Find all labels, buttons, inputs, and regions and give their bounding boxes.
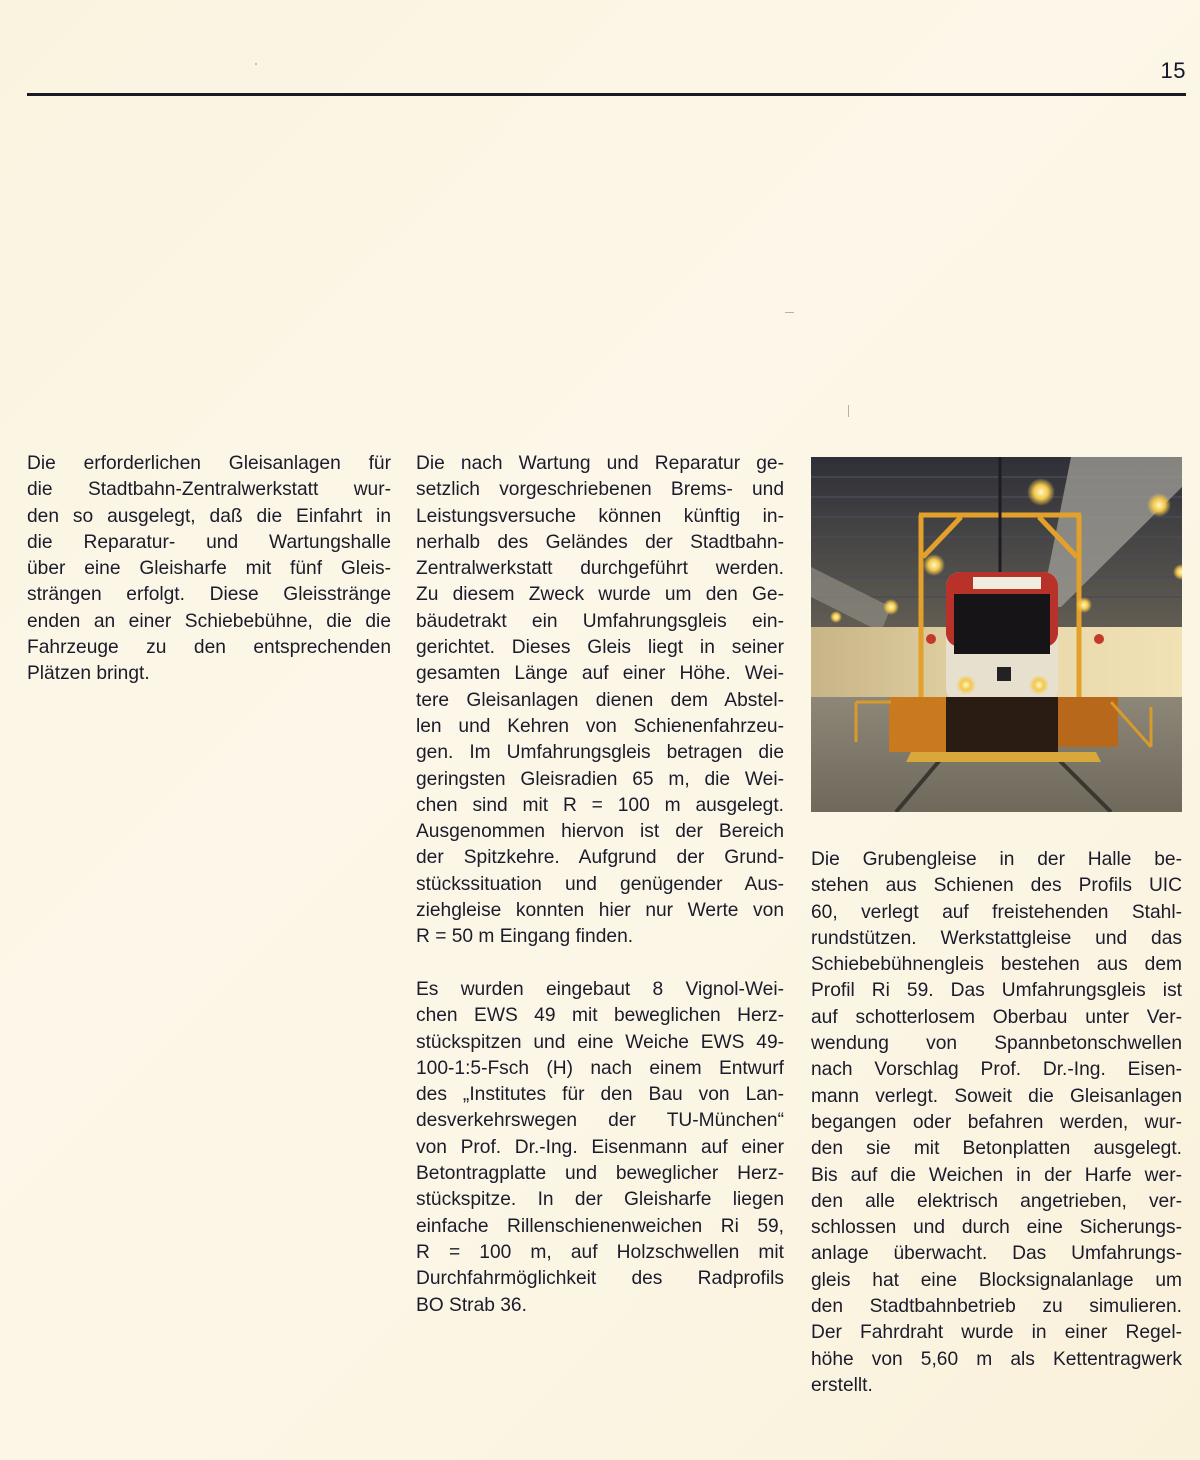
text-line: gen. Im Umfahrungsgleis betragen die <box>416 742 784 764</box>
text-line: tere Gleisanlagen dienen dem Abstel- <box>416 689 784 711</box>
text-line: len und Kehren von Schienenfahrzeu- <box>416 715 784 737</box>
paragraph <box>416 977 784 1319</box>
paragraph <box>27 451 391 688</box>
text-line: einfache Rillenschienenweichen Ri 59, <box>416 1215 784 1237</box>
text-line: nerhalb des Geländes der Stadtbahn- <box>416 531 784 553</box>
text-line: R = 50 m Eingang finden. <box>416 926 634 948</box>
text-line: Es wurden eingebaut 8 Vignol-Wei- <box>416 978 784 1000</box>
text-line: des „Institutes für den Bau von Lan- <box>416 1084 784 1106</box>
text-line: mann verlegt. Soweit die Gleisanlagen <box>811 1085 1182 1107</box>
ceiling-lamp <box>883 599 899 615</box>
text-line: gerichtet. Dieses Gleis liegt in seiner <box>416 637 784 659</box>
text-line: die Reparatur- und Wartungshalle <box>27 531 391 553</box>
text-line: Der Fahrdraht wurde in einer Regel- <box>811 1322 1182 1344</box>
paragraph <box>416 451 784 951</box>
text-line: Ausgenommen hiervon ist der Bereich <box>416 821 784 843</box>
text-line: Leistungsversuche können künftig in- <box>416 505 784 527</box>
signal-light-right <box>1094 634 1104 644</box>
photo-tram-workshop <box>811 457 1182 812</box>
destination-sign <box>973 577 1041 589</box>
text-line: 60, verlegt auf freistehenden Stahl- <box>811 901 1182 923</box>
text-line: Betontragplatte und beweglicher Herz- <box>416 1163 784 1185</box>
text-line: enden an einer Schiebebühne, die die <box>27 610 391 632</box>
text-line: den so ausgelegt, daß die Einfahrt in <box>27 505 391 527</box>
text-line: R = 100 m, auf Holzschwellen mit <box>416 1241 784 1263</box>
text-line: der Spitzkehre. Aufgrund der Grund- <box>416 847 784 869</box>
ceiling-lamp <box>830 611 842 623</box>
text-line: Zentralwerkstatt durchgeführt werden. <box>416 558 784 580</box>
text-line: anlage überwacht. Das Umfahrungs- <box>811 1243 1182 1265</box>
text-line: Bis auf die Weichen in der Harfe wer- <box>811 1164 1182 1186</box>
text-line: chen EWS 49 mit beweglichen Herz- <box>416 1005 784 1027</box>
page-number: 15 <box>1160 58 1186 83</box>
text-line: stückssituation und genügender Aus- <box>416 873 784 895</box>
text-line: bäudetrakt ein Umfahrungsgleis ein- <box>416 610 784 632</box>
platform-right <box>1056 697 1118 747</box>
text-line: von Prof. Dr.-Ing. Eisenmann auf einer <box>416 1136 784 1158</box>
headlight-left <box>956 675 976 695</box>
text-line: gesamten Länge auf einer Höhe. Wei- <box>416 663 784 685</box>
text-line: höhe von 5,60 m als Kettentragwerk <box>811 1348 1182 1370</box>
text-line: Fahrzeuge zu den entsprechenden <box>27 637 391 659</box>
text-line: den sie mit Betonplatten ausgelegt. <box>811 1138 1182 1160</box>
text-line: ziehgleise konnten hier nur Werte von <box>416 900 784 922</box>
text-line: erstellt. <box>811 1374 873 1396</box>
text-line: Die nach Wartung und Reparatur ge- <box>416 453 784 474</box>
text-line: strängen erfolgt. Diese Gleisstränge <box>27 584 391 606</box>
text-column-1 <box>27 451 391 688</box>
tram-emblem <box>997 667 1011 681</box>
header-rule <box>27 93 1186 96</box>
tram-windshield <box>954 594 1050 654</box>
text-line: desverkehrswegen der TU-München“ <box>416 1110 784 1132</box>
text-line: setzlich vorgeschriebenen Brems- und <box>416 479 784 501</box>
paper-speck <box>785 312 794 313</box>
text-line: gleis hat eine Blocksignalanlage um <box>811 1269 1182 1291</box>
text-line: Zu diesem Zweck wurde um den Ge- <box>416 584 784 606</box>
text-line: schlossen und durch eine Sicherungs- <box>811 1217 1182 1239</box>
text-line: rundstützen. Werkstattgleise und das <box>811 927 1182 949</box>
paper-speck <box>255 63 257 65</box>
headlight-right <box>1029 675 1049 695</box>
text-line: den Stadtbahnbetrieb zu simulieren. <box>811 1296 1182 1318</box>
text-line: stückspitze. In der Gleisharfe liegen <box>416 1189 784 1211</box>
paper-speck <box>848 405 849 417</box>
text-line: nach Vorschlag Prof. Dr.-Ing. Eisen- <box>811 1059 1182 1081</box>
text-line: stehen aus Schienen des Profils UIC <box>811 875 1182 897</box>
paragraph <box>811 847 1182 1399</box>
ceiling-lamp <box>1027 478 1055 506</box>
text-line: BO Strab 36. <box>416 1294 527 1316</box>
text-line: geringsten Gleisradien 65 m, die Wei- <box>416 768 784 790</box>
signal-light-left <box>926 634 936 644</box>
text-line: stückspitzen und eine Weiche EWS 49- <box>416 1031 784 1053</box>
text-line: Die erforderlichen Gleisanlagen für <box>27 453 391 474</box>
ceiling-lamp <box>923 554 945 576</box>
text-line: die Stadtbahn-Zentralwerkstatt wur- <box>27 479 391 501</box>
photo-illustration <box>811 457 1182 812</box>
platform-left <box>889 697 949 752</box>
text-line: wendung von Spannbetonschwellen <box>811 1033 1182 1055</box>
text-line: auf schotterlosem Oberbau unter Ver- <box>811 1006 1182 1028</box>
walkway-plate <box>906 752 1101 762</box>
text-line: den alle elektrisch angetrieben, ver- <box>811 1190 1182 1212</box>
ceiling-lamp <box>1147 493 1171 517</box>
text-line: über eine Gleisharfe mit fünf Gleis- <box>27 558 391 580</box>
text-line: Durchfahrmöglichkeit des Radprofils <box>416 1268 784 1290</box>
text-line: Plätzen bringt. <box>27 663 150 685</box>
text-line: 100-1:5-Fsch (H) nach einem Entwurf <box>416 1057 784 1079</box>
text-line: begangen oder befahren werden, wur- <box>811 1111 1182 1133</box>
text-line: Die Grubengleise in der Halle be- <box>811 849 1182 870</box>
text-line: chen sind mit R = 100 m ausgelegt. <box>416 794 784 816</box>
text-line: Schiebebühnengleis bestehen aus dem <box>811 954 1182 976</box>
text-column-2 <box>416 451 784 1319</box>
ceiling-lamp <box>1076 597 1092 613</box>
tram-underbody <box>946 697 1058 752</box>
text-line: Profil Ri 59. Das Umfahrungsgleis ist <box>811 980 1182 1002</box>
text-column-3 <box>811 847 1182 1399</box>
